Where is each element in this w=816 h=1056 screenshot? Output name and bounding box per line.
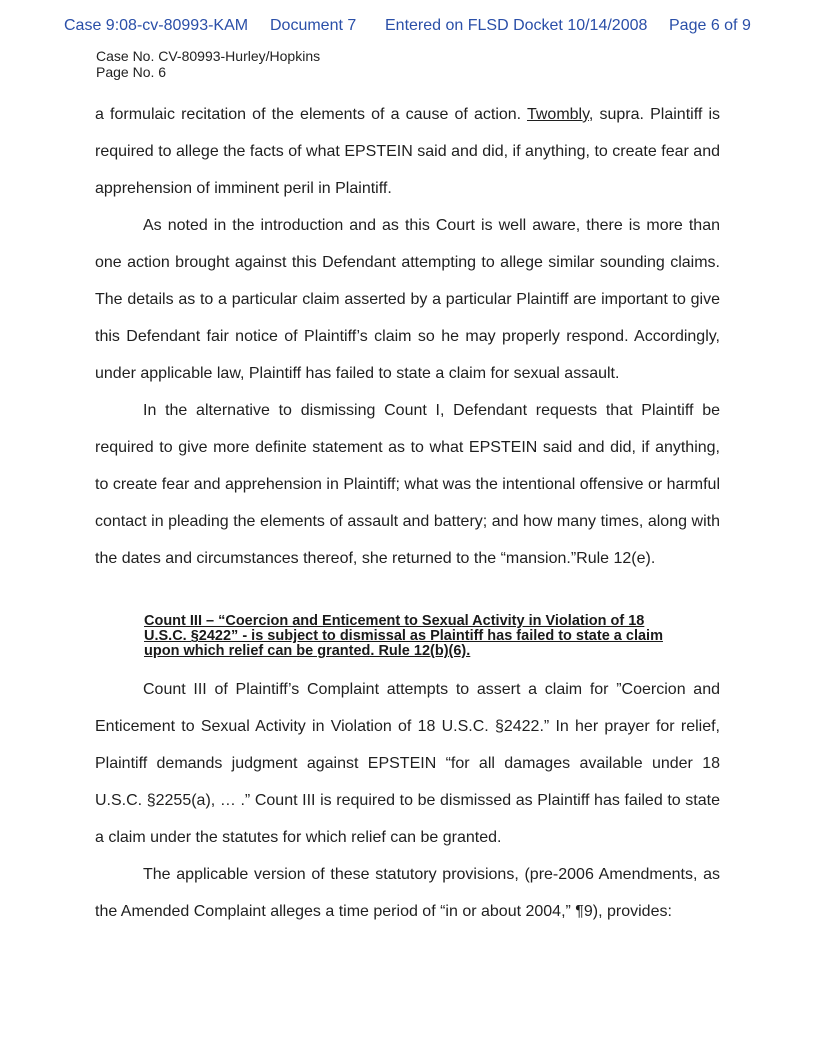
case-number: Case No. CV-80993-Hurley/Hopkins: [96, 48, 321, 64]
paragraph-introduction-reference: As noted in the introduction and as this Court is well aware, there is more than one action brought against this Defendant attempting to allege similar sounding claims. The details as to a particular claim asserted by a particular Plaintiff are important to give this Defendant fair notice of Plaintiff’s claim so he may properly respond. Accordingly, under applicable law, Plaintiff has failed to state a claim for sexual assault.: [95, 217, 720, 382]
paragraph-1-lead: a formulaic recitation of the elements of a cause of action.: [95, 106, 527, 123]
document-body-upper: [95, 96, 720, 577]
paragraph-statutory-version: The applicable version of these statutory provisions, (pre-2006 Amendments, as the Amended Complaint alleges a time period of “in or about 2004,” ¶9), provides:: [95, 866, 720, 920]
document-body-lower: [95, 671, 720, 930]
paragraph-1-rest: , supra. Plaintiff is required to allege the facts of what EPSTEIN said and did, if anything, to create fear and apprehension of imminent peril in Plaintiff.: [95, 106, 721, 197]
docket-document-number: Document 7: [270, 17, 357, 34]
case-citation: Twombly: [526, 106, 589, 123]
paragraph-alternative-request: In the alternative to dismissing Count I, Defendant requests that Plaintiff be required to give more definite statement as to what EPSTEIN said and did, if anything, to create fear and apprehension in Plaintiff; what was the intentional offensive or harmful contact in pleading the elements of assault and battery; and how many times, along with the dates and circumstances thereof, she returned to the “mansion.”Rule 12(e).: [95, 402, 720, 567]
docket-entry-date: Entered on FLSD Docket 10/14/2008: [385, 17, 648, 34]
section-heading-count-iii: Count III – “Coercion and Enticement to Sexual Activity in Violation of 18 U.S.C. §2422” - is subject to dismissal as Plaintiff has failed to state a claim upon which relief can be granted. Rule 12(b)(6).: [144, 613, 663, 659]
page-number: Page No. 6: [96, 64, 167, 80]
paragraph-count-iii: Count III of Plaintiff’s Complaint attempts to assert a claim for ”Coercion and Enticement to Sexual Activity in Violation of 18 U.S.C. §2422.” In her prayer for relief, Plaintiff demands judgment against EPSTEIN “for all damages available under 18 U.S.C. §2255(a), … .” Count III is required to be dismissed as Plaintiff has failed to state a claim under the statutes for which relief can be granted.: [95, 681, 720, 846]
docket-page-count: Page 6 of 9: [669, 17, 751, 34]
docket-case-number: Case 9:08-cv-80993-KAM: [64, 17, 249, 34]
paragraph-continuation: [95, 96, 720, 207]
case-info-block: [96, 48, 320, 80]
